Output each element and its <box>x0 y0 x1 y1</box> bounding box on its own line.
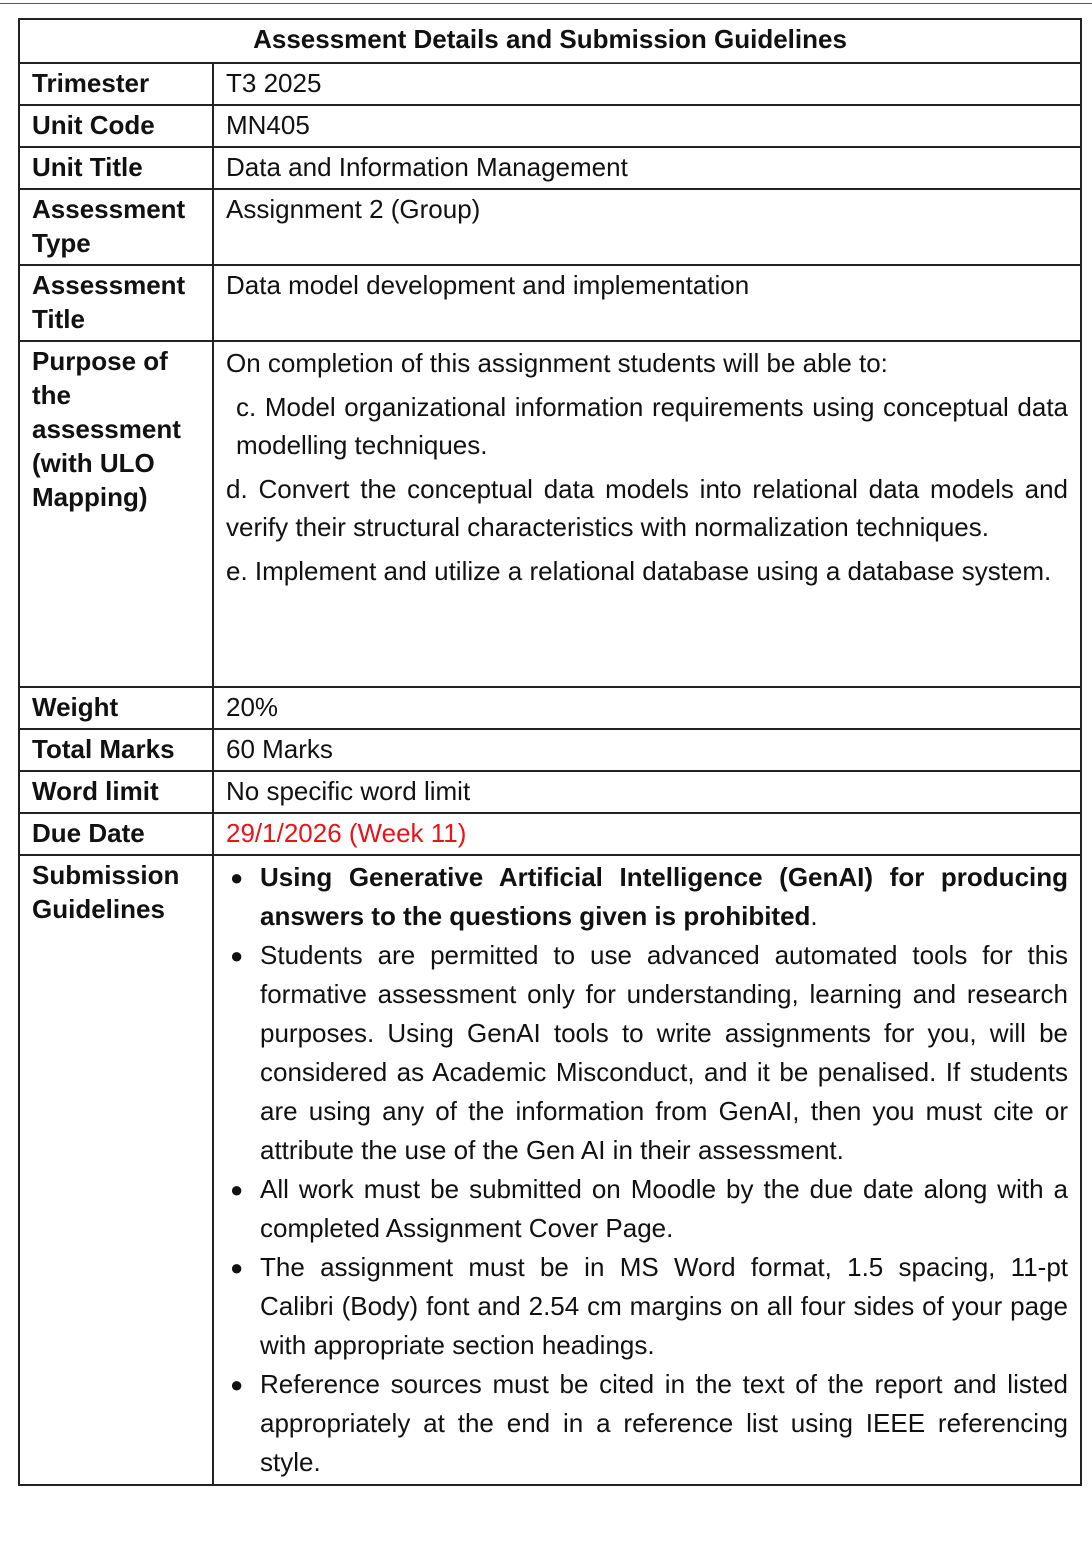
purpose-content <box>213 341 1081 687</box>
assessment-title-value: Data model development and implementation <box>213 265 1081 341</box>
purpose-item-d: d. Convert the conceptual data models into relational data models and verify their structural characteristics with normalization techniques. <box>226 474 1069 542</box>
unit-title-row <box>19 147 1081 189</box>
word-limit-value: No specific word limit <box>213 771 1081 813</box>
total-marks-value: 60 Marks <box>213 729 1081 771</box>
purpose-label: Purpose of the assessment (with ULO Mapping) <box>19 341 213 687</box>
weight-label: Weight <box>19 687 213 729</box>
bullet-icon: ● <box>230 865 244 890</box>
unit-title-value: Data and Information Management <box>213 147 1081 189</box>
assessment-details-table <box>18 18 1082 1486</box>
bullet-icon: ● <box>230 1255 244 1280</box>
total-marks-label: Total Marks <box>19 729 213 771</box>
trimester-value: T3 2025 <box>213 63 1081 105</box>
due-date-label: Due Date <box>19 813 213 855</box>
weight-value: 20% <box>213 687 1081 729</box>
guidelines-list <box>226 858 1068 1482</box>
bullet-icon: ● <box>230 1372 244 1397</box>
submission-guidelines <box>213 855 1081 1485</box>
table-title-row <box>19 19 1081 63</box>
guideline-item-5-text: Reference sources must be cited in the text of the report and listed appropriately at the end in a reference list using IEEE referencing style. <box>260 1369 1069 1477</box>
purpose-intro: On completion of this assignment students will be able to: <box>226 348 888 378</box>
guideline-item-1-tail: . <box>810 901 818 931</box>
assessment-type-row <box>19 189 1081 265</box>
unit-title-label: Unit Title <box>19 147 213 189</box>
guideline-item-1-bold: Using Generative Artificial Intelligence (GenAI) for producing answers to the questions given is prohibited <box>260 862 1069 931</box>
submission-label: Submission Guidelines <box>19 855 213 1485</box>
word-limit-label: Word limit <box>19 771 213 813</box>
purpose-item-c: c. Model organizational information requirements using conceptual data modelling techniques. <box>236 392 1069 460</box>
trimester-label: Trimester <box>19 63 213 105</box>
submission-row <box>19 855 1081 1485</box>
assessment-type-value: Assignment 2 (Group) <box>213 189 1081 265</box>
purpose-item-e: e. Implement and utilize a relational database using a database system. <box>226 556 1052 586</box>
total-marks-row <box>19 729 1081 771</box>
due-date-row <box>19 813 1081 855</box>
assessment-title-row <box>19 265 1081 341</box>
unit-code-row <box>19 105 1081 147</box>
due-date-value: 29/1/2026 (Week 11) <box>213 813 1081 855</box>
unit-code-value: MN405 <box>213 105 1081 147</box>
unit-code-label: Unit Code <box>19 105 213 147</box>
guideline-item-3-text: All work must be submitted on Moodle by the due date along with a completed Assignment Cover Page. <box>260 1174 1069 1243</box>
table-title: Assessment Details and Submission Guidelines <box>19 19 1081 63</box>
assessment-type-label: Assessment Type <box>19 189 213 265</box>
guideline-item-moodle-submission <box>226 1170 1068 1248</box>
bullet-icon: ● <box>230 943 244 968</box>
guideline-item-references <box>226 1365 1068 1482</box>
word-limit-row <box>19 771 1081 813</box>
purpose-row <box>19 341 1081 687</box>
guideline-item-genai-prohibited <box>226 858 1068 936</box>
trimester-row <box>19 63 1081 105</box>
guideline-item-automated-tools <box>226 936 1068 1170</box>
guideline-item-4-text: The assignment must be in MS Word format, 1.5 spacing, 11-pt Calibri (Body) font and 2.54 cm margins on all four sides of your page with appropriate section headings. <box>260 1252 1069 1360</box>
assessment-title-label: Assessment Title <box>19 265 213 341</box>
guideline-item-2-text: Students are permitted to use advanced automated tools for this formative assessment only for understanding, learning and research purposes. Using GenAI tools to write assignments for you, will be considered as Academic Misconduct, and it be penalised. If students are using any of the information from GenAI, then you must cite or attribute the use of the Gen AI in their assessment. <box>260 940 1069 1165</box>
weight-row <box>19 687 1081 729</box>
bullet-icon: ● <box>230 1177 244 1202</box>
page-top-rule <box>0 3 1092 4</box>
guideline-item-format <box>226 1248 1068 1365</box>
